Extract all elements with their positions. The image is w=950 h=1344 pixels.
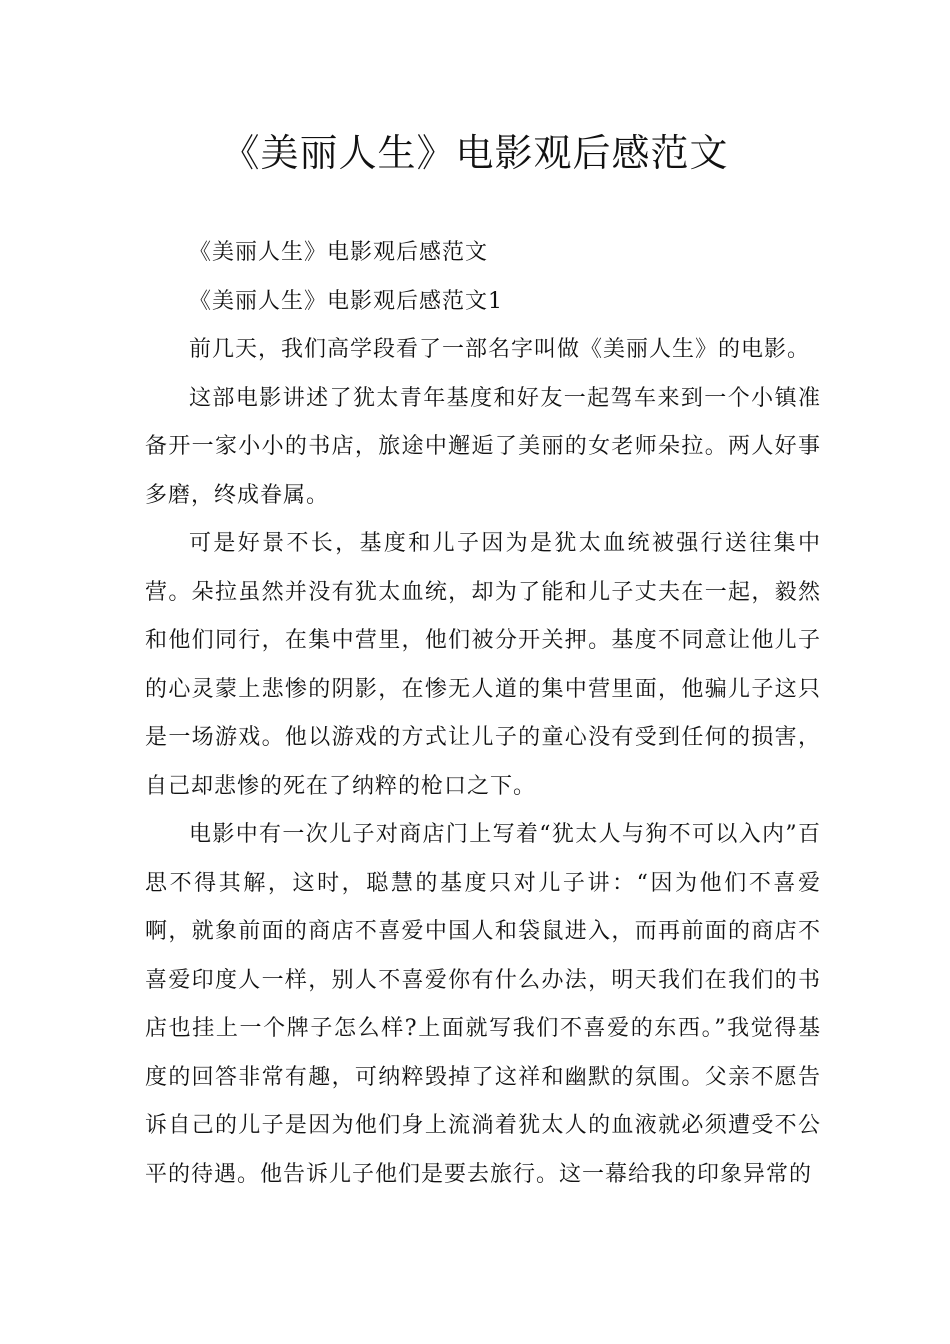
document-body	[145, 229, 821, 1199]
paragraph: 电影中有一次儿子对商店门上写着“犹太人与狗不可以入内”百思不得其解，这时，聪慧的基度只对儿子讲：“因为他们不喜爱啊，就象前面的商店不喜爱中国人和袋鼠进入，而再前面的商店不喜爱印度人一样，别人不喜爱你有什么办法，明天我们在我们的书店也挂上一个牌子怎么样?上面就写我们不喜爱的东西。”我觉得基度的回答非常有趣，可纳粹毁掉了这祥和幽默的氛围。父亲不愿告诉自己的儿子是因为他们身上流淌着犹太人的血液就必须遭受不公平的待遇。他告诉儿子他们是要去旅行。这一幕给我的印象异常的	[145, 822, 821, 1187]
paragraph-subtitle: 《美丽人生》电影观后感范文	[189, 240, 489, 265]
document-title: 《美丽人生》电影观后感范文	[221, 131, 729, 175]
paragraph: 可是好景不长，基度和儿子因为是犹太血统被强行送往集中营。朵拉虽然并没有犹太血统，却为了能和儿子丈夫在一起，毅然和他们同行，在集中营里，他们被分开关押。基度不同意让他儿子的心灵蒙上悲惨的阴影，在惨无人道的集中营里面，他骗儿子这只是一场游戏。他以游戏的方式让儿子的童心没有受到任何的损害，自己却悲惨的死在了纳粹的枪口之下。	[145, 531, 821, 799]
paragraph: 前几天，我们高学段看了一部名字叫做《美丽人生》的电影。	[189, 337, 811, 362]
paragraph-section-heading: 《美丽人生》电影观后感范文1	[189, 288, 503, 314]
paragraph: 这部电影讲述了犹太青年基度和好友一起驾车来到一个小镇准备开一家小小的书店，旅途中邂逅了美丽的女老师朵拉。两人好事多磨，终成眷属。	[145, 385, 821, 508]
